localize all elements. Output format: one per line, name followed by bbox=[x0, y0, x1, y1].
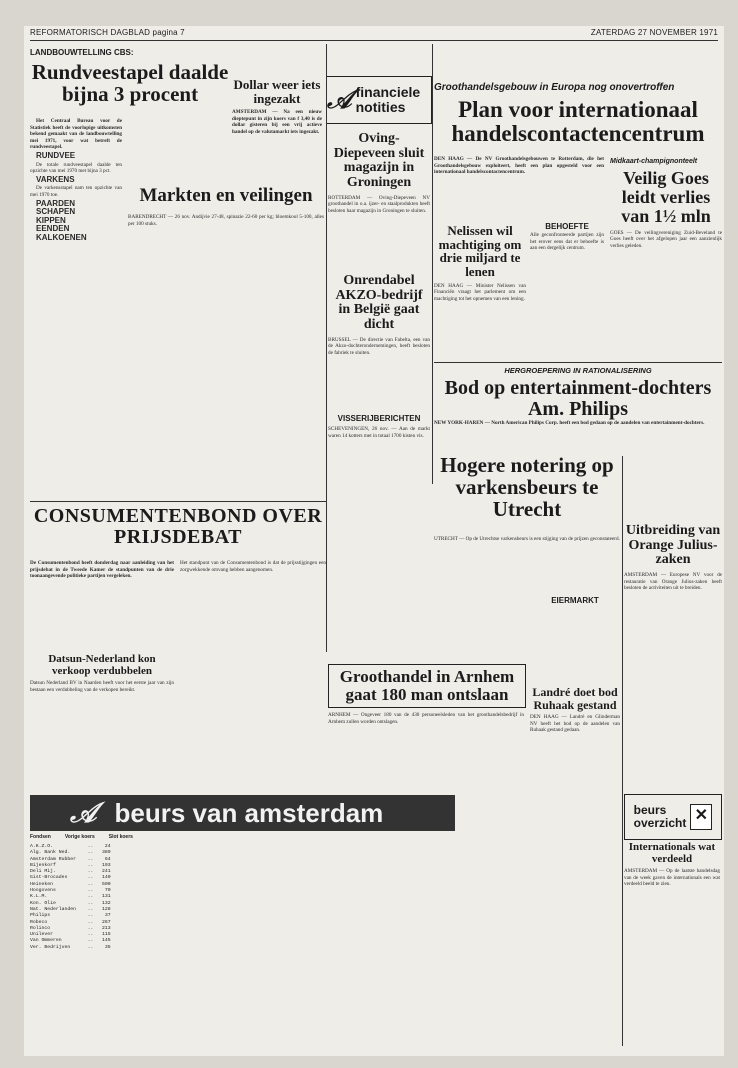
fin-logo-icon: 𝒜 bbox=[327, 84, 352, 114]
beurs-row: Ver. Bedrijven .. 35 bbox=[30, 944, 111, 950]
rule bbox=[434, 362, 722, 363]
visserij-kicker: VISSERIJBERICHTEN bbox=[337, 414, 421, 423]
nelissen-headline: Nelissen wil machtiging om drie miljard te lenen bbox=[438, 223, 522, 279]
article-philips bbox=[434, 366, 722, 420]
beurs-row: Philips .. 37 bbox=[30, 913, 111, 919]
arnhem-headline: Groothandel in Arnhem gaat 180 man ontslaan bbox=[339, 667, 515, 704]
rundvee-body-col1 bbox=[30, 118, 122, 498]
rundvee-sub-6: EENDEN bbox=[36, 224, 70, 234]
handels-body: Alle geconfronteerde partijen zijn het erover eens dat er behoefte is aan een dergelijk centrum. bbox=[530, 232, 604, 252]
column-rule bbox=[326, 44, 327, 652]
beurs-table bbox=[30, 834, 620, 1050]
rundvee-para: De totale rundveestapel daalde ten opzichte van mei 1970 met bijna 3 pct. bbox=[30, 161, 122, 175]
article-varkens bbox=[434, 454, 620, 520]
masthead-left: REFORMATORISCH DAGBLAD pagina 7 bbox=[30, 28, 185, 37]
newspaper-page bbox=[24, 26, 724, 1056]
dollar-headline: Dollar weer iets ingezakt bbox=[233, 77, 321, 106]
beurs-row: Gist-Brocades .. 140 bbox=[30, 875, 111, 881]
article-beursoverzicht bbox=[624, 842, 720, 1048]
article-landre bbox=[530, 686, 620, 784]
rundvee-sub-1: RUNDVEE bbox=[36, 150, 76, 160]
beurs-row: Deli Mij. .. 241 bbox=[30, 869, 111, 875]
article-orange bbox=[624, 524, 722, 722]
beurs-col-vorige: Vorige koers bbox=[64, 834, 95, 840]
landre-body: DEN HAAG — Landré en Glinderman NV heeft het bod op de aandelen van Ruhaak gestand gedaan. bbox=[530, 714, 620, 734]
beurs-row: Rolinco .. 213 bbox=[30, 925, 111, 931]
article-nelissen bbox=[434, 224, 526, 353]
consument-body: Het standpunt van de Consumentenbond is dat de prijsstijgingen een zorgwekkende omvang hebben aangenomen. bbox=[180, 560, 326, 573]
beurs-row: Bijenkorf .. 193 bbox=[30, 862, 111, 868]
rundvee-sub-3: PAARDEN bbox=[36, 198, 75, 208]
beurs-table-header bbox=[30, 834, 160, 840]
beurs-row: Van Ommeren .. 145 bbox=[30, 938, 111, 944]
handels-sub: BEHOEFTE bbox=[545, 222, 589, 231]
handels-lead: DEN HAAG — De NV Groothandelsgebouwen te Rotterdam, die het Groothandelsgebouw exploiteert, heeft een plan opgesteld voor een internationaal handelscontactencentrum. bbox=[434, 156, 604, 176]
nelissen-body: DEN HAAG — Minister Nelissen van Financiën vraagt het parlement om een machtiging tot het opnemen van een lening. bbox=[434, 282, 526, 302]
masthead-right: ZATERDAG 27 NOVEMBER 1971 bbox=[590, 28, 718, 37]
rundvee-lead: Het Centraal Bureau voor de Statistiek heeft de voorlopige uitkomsten bekend gemaakt van de landbouwtelling mei 1971, voor wat betreft de rundveestapel. bbox=[30, 118, 122, 151]
midkaart-kicker: Midkaart-champignonteelt bbox=[610, 158, 698, 165]
groothandel-kicker: Groothandelsgebouw in Europa nog onovertroffen bbox=[434, 82, 675, 93]
consument-headline: CONSUMENTENBOND OVER PRIJSDEBAT bbox=[33, 505, 323, 548]
beurs-row: A.K.Z.O. .. 24 bbox=[30, 844, 111, 849]
rundvee-headline: Rundveestapel daalde bijna 3 procent bbox=[31, 60, 229, 107]
visserij-body: SCHEVENINGEN, 26 nov. — Aan de markt waren 14 kotters met in totaal 1700 kisten vis. bbox=[328, 426, 430, 439]
beurs-logo-icon: 𝒜 bbox=[70, 796, 97, 828]
beurs-row: Robeco .. 267 bbox=[30, 919, 111, 925]
beurs-rows bbox=[30, 844, 620, 951]
onrendabel-headline: Onrendabel AKZO-bedrijf in België gaat dicht bbox=[335, 273, 423, 333]
beurs-title: beurs van amsterdam bbox=[114, 797, 384, 828]
financiele-label: financiele notities bbox=[355, 84, 421, 115]
beursoverzicht-headline: Internationals wat verdeeld bbox=[628, 841, 716, 865]
rundvee-kicker: LANDBOUWTELLING CBS: bbox=[30, 48, 134, 57]
article-dollar bbox=[232, 78, 322, 159]
beurs-row: Amsterdam Rubber .. 64 bbox=[30, 856, 111, 862]
rundvee-para-2: De varkensstapel nam ten opzichte van mei 1970 toe. bbox=[30, 185, 122, 198]
beurs-row: Unilever .. 115 bbox=[30, 932, 111, 938]
article-consument bbox=[30, 506, 326, 548]
column-rule bbox=[432, 44, 433, 484]
rundvee-sub-2: VARKENS bbox=[36, 174, 75, 184]
midkaart-body: GOES — De veilingvereniging Zuid-Beveland te Goes heeft over het afgelopen jaar een aanzienlijk verlies geleden. bbox=[610, 229, 722, 249]
beurs-overzicht-box bbox=[624, 794, 722, 840]
article-datsun bbox=[30, 654, 174, 790]
beurs-row: K.L.M. .. 131 bbox=[30, 894, 111, 900]
article-visserij bbox=[328, 414, 430, 496]
article-midkaart bbox=[610, 158, 722, 350]
rundvee-sub-4: SCHAPEN bbox=[36, 207, 76, 217]
midkaart-headline: Veilig Goes leidt verlies van 1½ mln bbox=[621, 168, 711, 226]
beurs-col-fondsen: Fondsen bbox=[30, 834, 51, 840]
beurs-row: Kon. Olie .. 132 bbox=[30, 900, 111, 906]
masthead bbox=[30, 28, 718, 41]
onrendabel-body: BRUSSEL — De directie van Fabelta, een van de Akzo-dochterondernemingen, heeft besloten de fabriek te sluiten. bbox=[328, 336, 430, 356]
beursoverzicht-body: AMSTERDAM — Op de laatste handelsdag van de week gaven de internationals een wat verdeeld beeld te zien. bbox=[624, 868, 720, 888]
orange-body: AMSTERDAM — Europese NV voor de restauratie van Orange Julius-zaken heeft besloten de activiteiten uit te breiden. bbox=[624, 572, 722, 592]
landre-headline: Landré doet bod Ruhaak gestand bbox=[532, 685, 618, 712]
eiermarkt-sub: EIERMARKT bbox=[551, 596, 599, 605]
markten-body: BARENDRECHT — 26 nov. Andijvie 27-48, spinazie 22-60 per kg; bloemkool 5-100, alles per 100 stuks. bbox=[128, 214, 324, 227]
beurs-overzicht-title-b: overzicht bbox=[633, 816, 687, 830]
datsun-headline: Datsun-Nederland kon verkoop verdubbelen bbox=[48, 653, 156, 677]
beurs-row: Hoogovens .. 70 bbox=[30, 888, 111, 894]
beurs-row: Alg. Bank Ned. .. 389 bbox=[30, 850, 111, 856]
consument-lead: De Consumentenbond heeft donderdag naar aanleiding van het prijsdebat in de Tweede Kamer de standpunten van de drie toonaangevende politieke partijen vergeleken. bbox=[30, 560, 174, 580]
philips-kicker: HERGROEPERING IN RATIONALISERING bbox=[504, 366, 652, 375]
oving-headline: Oving-Diepeveen sluit magazijn in Groningen bbox=[333, 131, 425, 191]
rule bbox=[30, 501, 326, 502]
beurs-col-slot: Slot koers bbox=[108, 834, 133, 840]
varkens-body: UTRECHT — Op de Utrechtse varkensbeurs is een stijging van de prijzen geconstateerd. bbox=[434, 536, 620, 542]
philips-headline: Bod op entertainment-dochters Am. Philips bbox=[444, 377, 712, 420]
markten-headline: Markten en veilingen bbox=[139, 185, 313, 206]
arnhem-body: ARNHEM — Ongeveer 180 van de 430 personeelsleden van het groothandelsbedrijf in Arnhem zullen worden ontslagen. bbox=[328, 712, 524, 725]
beurs-row: Heineken .. 500 bbox=[30, 881, 111, 887]
financiele-notities-box bbox=[326, 76, 432, 124]
philips-body: NEW YORK-HAREN — North American Philips Corp. heeft een bod gedaan op de aandelen van entertainment-dochters. bbox=[434, 420, 705, 426]
datsun-body: Datsun Nederland BV in Naarden heeft voor het eerste jaar van zijn bestaan een verdubbeling van de verkopen bereikt. bbox=[30, 680, 174, 693]
varkens-headline: Hogere notering op varkensbeurs te Utrecht bbox=[440, 453, 614, 522]
article-rundvee bbox=[30, 48, 230, 105]
amsterdam-shield-icon: ✕ bbox=[690, 804, 712, 830]
orange-headline: Uitbreiding van Orange Julius-zaken bbox=[625, 523, 721, 568]
dollar-body: AMSTERDAM — Na een nieuw dieptepunt in zijn koers van f 3,40 is de dollar gisteren bij een vrij actieve handel op de valutamarkt iets ingezakt. bbox=[232, 109, 322, 136]
article-arnhem-box bbox=[328, 664, 526, 708]
rundvee-sub-5: KIPPEN bbox=[36, 215, 66, 225]
article-onrendabel bbox=[328, 274, 430, 397]
article-oving bbox=[328, 132, 430, 255]
beurs-row: Nat. Nederlanden .. 128 bbox=[30, 906, 111, 912]
handels-headline: Plan voor internationaal handelscontactencentrum bbox=[451, 97, 705, 147]
oving-body: ROTTERDAM — Oving-Diepeveen NV groothandel in o.a. ijzer- en staalprodukten heeft besloten haar magazijn in Groningen te sluiten. bbox=[328, 194, 430, 214]
beurs-banner bbox=[30, 795, 455, 831]
article-markten bbox=[128, 186, 324, 206]
beurs-overzicht-title-a: beurs bbox=[633, 802, 667, 817]
column-rule bbox=[622, 456, 623, 1046]
article-handels bbox=[434, 98, 722, 146]
rundvee-sub-7: KALKOENEN bbox=[36, 232, 87, 242]
